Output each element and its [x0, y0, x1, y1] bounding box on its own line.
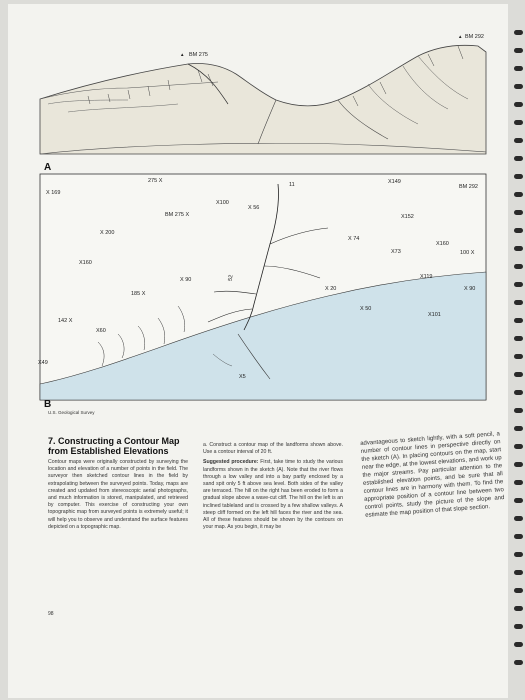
- figure-b-letter: B: [44, 399, 52, 410]
- svg-text:▲: ▲: [458, 34, 463, 39]
- benchmark-label: BM 275: [189, 52, 208, 58]
- spot-elevation: X160: [79, 260, 92, 266]
- spot-elevation: X100: [216, 200, 229, 206]
- spot-elevation: X152: [401, 214, 414, 220]
- spot-elevation: X 200: [100, 230, 115, 236]
- spot-elevation: X 74: [348, 236, 360, 242]
- instruction-a: a. Construct a contour map of the landforms shown above. Use a contour interval of 20 ft.: [203, 442, 343, 456]
- procedure-label: Suggested procedure:: [203, 459, 259, 466]
- spot-elevation: 11: [289, 182, 295, 188]
- exercise-title: 7. Constructing a Contour Map from Established Elevations: [48, 436, 180, 456]
- spot-elevation: BM 292: [459, 184, 478, 190]
- spot-elevation: 185 X: [131, 291, 146, 297]
- text-column-3: [360, 430, 505, 523]
- figure-credit: U.S. Geological Survey: [48, 410, 95, 415]
- spot-elevation: X 169: [46, 190, 61, 196]
- spot-elevation: X 90: [464, 286, 476, 292]
- textbook-page: [8, 4, 508, 698]
- spot-elevation-map: [8, 4, 508, 404]
- spot-elevation: 100 X: [460, 250, 475, 256]
- intro-paragraph: Contour maps were originally constructed by surveying the location and elevation of a number of points in the field. The surveyor then sketched contour lines in the field by extrapolating between the surveyed points. Today, maps are created and updated from stereoscopic aerial photographs, and much information is stored, manipulated, and retrieved by computer. This exercise of constructing your own topographic map from surveyed points is extremely useful; it will help you to observe and understand the surface features depicted on a topographic map.: [48, 459, 188, 530]
- spot-elevation: X160: [436, 241, 449, 247]
- spot-elevation: X119: [420, 274, 433, 280]
- spot-elevation: X101: [428, 312, 441, 318]
- spot-elevation: X149: [388, 179, 401, 185]
- spot-elevation: X60: [96, 328, 106, 334]
- continuation-paragraph: advantageous to sketch lightly, with a soft pencil, a number of contour lines in perspective directly on the sketch (A). In placing contours on the map, start near the edge, at the lowest elevations, and work up the major streams. Pay particular attention to the established elevation points, and be sure that all contour lines are in harmony with them. To find the appropriate position of a contour line between two control points, study the picture of the slope and estimate the map position of that slope section.: [360, 431, 505, 519]
- text-column-1: [48, 436, 188, 534]
- spot-elevation: X 50: [360, 306, 372, 312]
- benchmark-label: BM 292: [465, 34, 484, 40]
- spot-elevation: X49: [38, 360, 48, 366]
- spot-elevation: X73: [391, 249, 401, 255]
- page-number: 98: [48, 611, 54, 617]
- spot-elevation: X 90: [180, 277, 192, 283]
- spot-elevation: X5: [239, 374, 246, 380]
- figure-a-letter: A: [44, 162, 52, 173]
- spot-elevation: 142 X: [58, 318, 73, 324]
- spot-elevation: X 56: [248, 205, 260, 211]
- svg-text:▲: ▲: [180, 52, 185, 57]
- spiral-binding: [511, 0, 525, 700]
- text-column-2: [203, 442, 343, 534]
- spot-elevation: BM 275 X: [165, 212, 190, 218]
- spot-elevation: 275 X: [148, 178, 163, 184]
- spot-elevation: X 20: [325, 286, 337, 292]
- procedure-text: First, take time to study the various landforms shown in the sketch (A). Note that the river flows through a low valley and into a bay partly enclosed by a sand spit only 5 ft above sea level. Both sides of the valley are terraced. The hill on the right has been eroded to form a gradual slope above a wave-cut cliff. The hill on the left is an inclined tableland and is crossed by a few shallow valleys. A steep cliff formed on the left hill faces the river and the sea. All of these features should be shown by the contours on your map. As you begin, it may be: [203, 459, 343, 531]
- spot-elevation: 52: [227, 274, 235, 282]
- procedure-paragraph: [203, 459, 343, 531]
